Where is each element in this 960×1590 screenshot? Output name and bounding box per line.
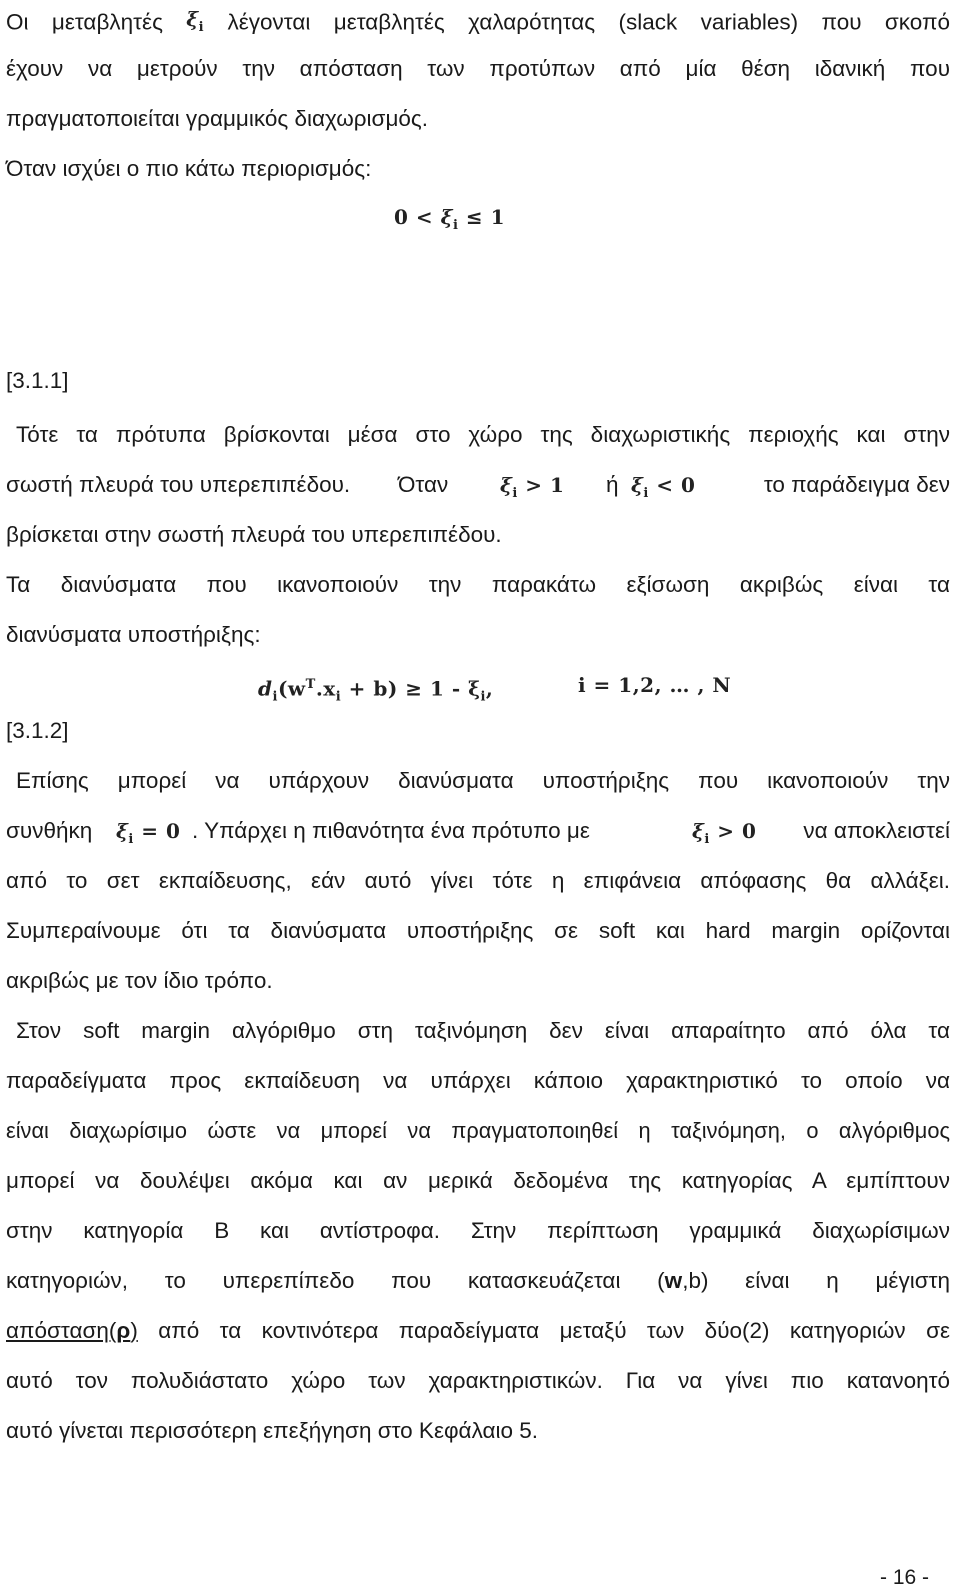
paragraph-line: από το σετ εκπαίδευσης, εάν αυτό γίνει τότε η επιφάνεια απόφασης θα αλλάξει. xyxy=(6,868,950,893)
xi-eq-0-formula: $\xi_i = 0$ xyxy=(116,819,181,847)
paragraph-line: παραδείγματα προς εκπαίδευση να υπάρχει κάποιο χαρακτηριστικό το οποίο να xyxy=(6,1068,950,1093)
paragraph-line: στην κατηγορία Β και αντίστροφα. Στην περίπτωση γραμμικά διαχωρίσιμων xyxy=(6,1218,950,1243)
text: ή xyxy=(606,472,619,497)
text: το παράδειγμα δεν xyxy=(763,472,950,497)
paragraph-line: απόσταση(ρ) από τα κοντινότερα παραδείγματα μεταξύ των δύο(2) κατηγοριών σε xyxy=(6,1318,950,1343)
paragraph-line: είναι διαχωρίσιμο ώστε να μπορεί να πραγματοποιηθεί η ταξινόμηση, ο αλγόριθμος xyxy=(6,1118,950,1143)
paragraph-line: Όταν ισχύει ο πιο κάτω περιορισμός: xyxy=(6,156,372,181)
equation-label: [3.1.2] xyxy=(6,718,69,743)
equation-label: [3.1.1] xyxy=(6,368,69,393)
paragraph-line: Τα διανύσματα που ικανοποιούν την παρακάτω εξίσωση ακριβώς είναι τα xyxy=(6,572,950,597)
text: Οι μεταβλητές xyxy=(6,9,163,35)
text: συνθήκη xyxy=(6,818,93,843)
support-vector-equation: $d_i(w^T.x_i + b) \ge 1 - \xi_i$, i = 1,2, … , N xyxy=(258,670,758,713)
paragraph-line: αυτό τον πολυδιάστατο χώρο των χαρακτηριστικών. Για να γίνει πιο κατανοητό xyxy=(6,1368,950,1393)
text: Όταν xyxy=(398,472,449,497)
distance-term: απόσταση(ρ) xyxy=(6,1318,138,1343)
text: . Υπάρχει η πιθανότητα ένα πρότυπο με xyxy=(192,818,590,843)
paragraph-line xyxy=(6,4,950,43)
text: λέγονται μεταβλητές χαλαρότητας (slack variables) που σκοπό xyxy=(227,9,950,35)
xi-lt-0-formula: $\xi_i < 0$ xyxy=(631,473,696,501)
xi-gt-1-formula: $\xi_i > 1$ xyxy=(500,473,565,501)
page-number: - 16 - xyxy=(880,1566,930,1589)
xi-formula: $\xi_i$ xyxy=(186,7,205,35)
text: να αποκλειστεί xyxy=(803,818,950,843)
paragraph-line: Τότε τα πρότυπα βρίσκονται μέσα στο χώρο της διαχωριστικής περιοχής και στην xyxy=(16,422,950,447)
paragraph-line: ακριβώς με τον ίδιο τρόπο. xyxy=(6,968,273,993)
text: σωστή πλευρά του υπερεπιπέδου. xyxy=(6,472,351,497)
constraint-formula: $0 < \xi_i \le 1$ xyxy=(394,205,506,233)
paragraph-line: Στον soft margin αλγόριθμο στη ταξινόμηση δεν είναι απαραίτητο από όλα τα xyxy=(16,1018,950,1043)
index-range: i = 1,2, … , N xyxy=(578,673,732,697)
paragraph-line: Συμπεραίνουμε ότι τα διανύσματα υποστήριξης σε soft και hard margin ορίζονται xyxy=(6,918,950,943)
paragraph-line: έχουν να μετρούν την απόσταση των προτύπων από μία θέση ιδανική που xyxy=(6,56,950,81)
xi-gt-0-formula: $\xi_i > 0$ xyxy=(692,819,757,847)
paragraph-line: πραγματοποιείται γραμμικός διαχωρισμός. xyxy=(6,106,429,131)
paragraph-line: μπορεί να δουλέψει ακόμα και αν μερικά δεδομένα της κατηγορίας Α εμπίπτουν xyxy=(6,1168,950,1193)
paragraph-line: βρίσκεται στην σωστή πλευρά του υπερεπιπέδου. xyxy=(6,522,502,547)
paragraph-line: διανύσματα υποστήριξης: xyxy=(6,622,261,647)
paragraph-line: κατηγοριών, το υπερεπίπεδο που κατασκευάζεται (w,b) είναι η μέγιστη xyxy=(6,1268,950,1293)
paragraph-line: Επίσης μπορεί να υπάρχουν διανύσματα υποστήριξης που ικανοποιούν την xyxy=(16,768,950,793)
paragraph-line: αυτό γίνεται περισσότερη επεξήγηση στο Κεφάλαιο 5. xyxy=(6,1418,539,1443)
